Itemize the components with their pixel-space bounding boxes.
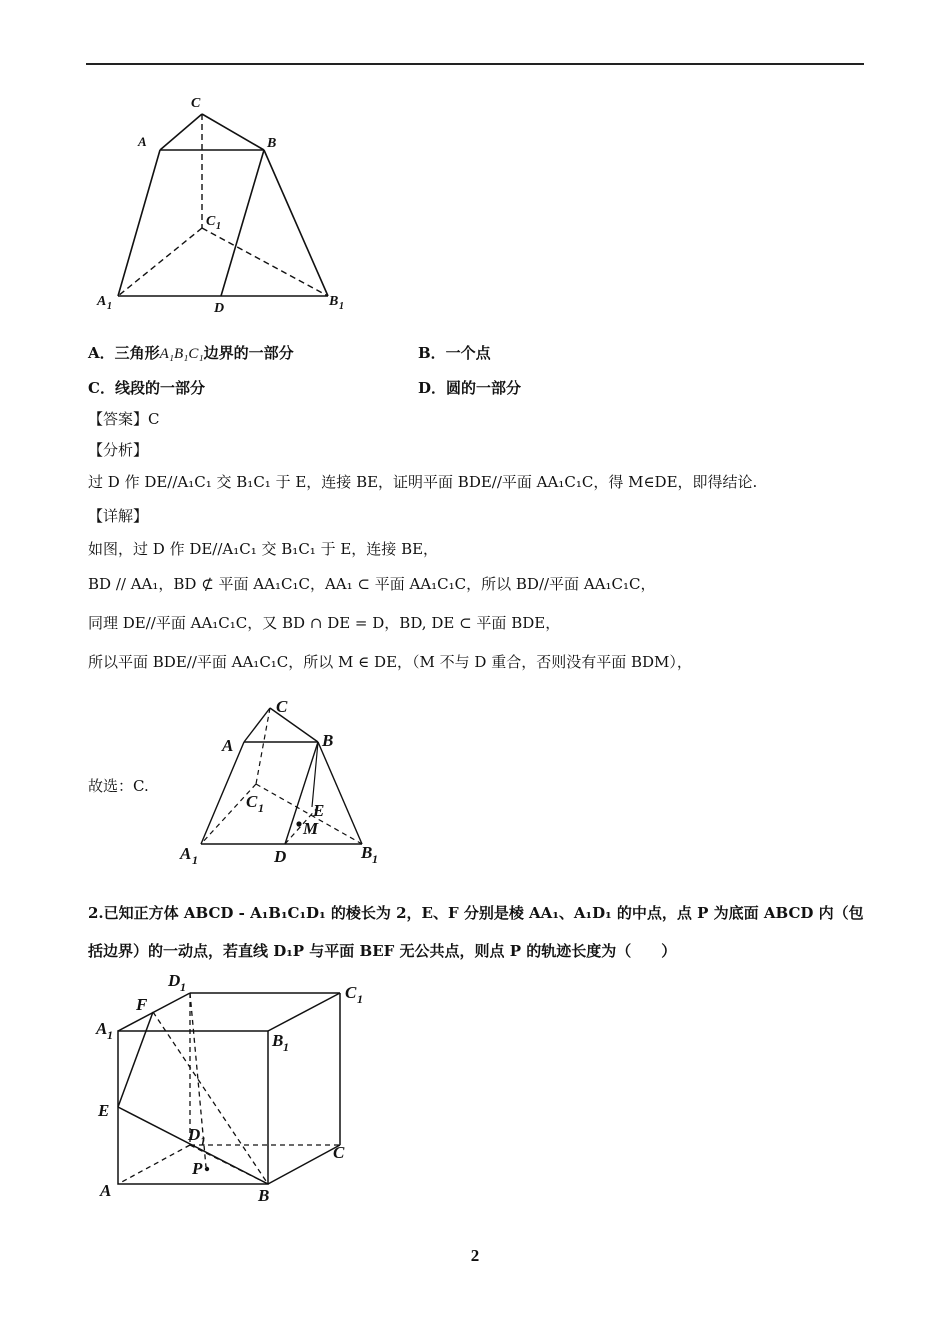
page-number: 2 xyxy=(470,1246,480,1265)
fig3-label-a: A xyxy=(100,1181,112,1200)
option-a-prefix: A．三角形 xyxy=(88,344,160,362)
fig2-label-e: E xyxy=(313,801,325,820)
fig3-label-d1: D xyxy=(168,971,181,990)
detail-line-2: BD // AA₁，BD ⊄ 平面 AA₁C₁C，AA₁ ⊂ 平面 AA₁C₁C，所以 BD//平面 AA₁C₁C， xyxy=(88,575,656,593)
fig2-label-m: M xyxy=(303,819,319,838)
question2-line-2: 括边界）的一动点，若直线 D₁P 与平面 BEF 无公共点，则点 P 的轨迹长度为（ ） xyxy=(88,942,677,960)
detail-line-3: 同理 DE//平面 AA₁C₁C，又 BD ∩ DE = D，BD, DE ⊂ 平面 BDE， xyxy=(88,614,561,632)
option-d: D．圆的一部分 xyxy=(418,379,522,397)
fig2-label-c: C xyxy=(276,697,288,716)
fig2-label-b: B xyxy=(322,731,334,750)
fig1-label-c1-sub: 1 xyxy=(216,221,221,232)
option-c: C．线段的一部分 xyxy=(88,379,205,397)
fig1-label-b1: B xyxy=(329,294,339,309)
fig3-label-a1-sub: 1 xyxy=(107,1028,113,1042)
fig1-label-b1-sub: 1 xyxy=(339,301,344,312)
option-a-suffix: 边界的一部分 xyxy=(203,344,294,362)
analysis-label: 【分析】 xyxy=(88,441,149,459)
question2-line-1: 2.已知正方体 ABCD - A₁B₁C₁D₁ 的棱长为 2，E、F 分别是棱 AA₁、A₁D₁ 的中点，点 P 为底面 ABCD 内（包 xyxy=(88,904,864,922)
figure-cube xyxy=(92,968,382,1208)
fig2-label-a: A xyxy=(222,736,234,755)
fig3-label-a1: A xyxy=(96,1019,108,1038)
fig3-label-d-sub: 1 xyxy=(200,1134,206,1148)
answer-line xyxy=(88,409,160,429)
fig2-label-b1-sub: 1 xyxy=(372,852,378,866)
fig2-label-a1: A xyxy=(180,844,192,863)
fig3-label-d: D xyxy=(188,1125,201,1144)
fig3-label-b1: B xyxy=(272,1031,284,1050)
fig2-label-c1-sub: 1 xyxy=(258,801,264,815)
fig3-label-f: F xyxy=(136,995,148,1014)
fig3-label-e: E xyxy=(98,1101,110,1120)
fig1-label-c: C xyxy=(191,96,201,111)
fig1-label-c1: C xyxy=(206,214,216,229)
fig2-label-a1-sub: 1 xyxy=(192,853,198,867)
fig3-label-b1-sub: 1 xyxy=(283,1040,289,1054)
fig2-label-d: D xyxy=(274,847,287,866)
fig3-label-c: C xyxy=(333,1143,345,1162)
fig3-label-p: P xyxy=(192,1159,203,1178)
detail-line-4: 所以平面 BDE//平面 AA₁C₁C，所以 M ∈ DE，（M 不与 D 重合，否则没有平面 BDM）， xyxy=(88,653,692,671)
detail-line-1: 如图，过 D 作 DE//A₁C₁ 交 B₁C₁ 于 E，连接 BE， xyxy=(88,540,439,558)
fig2-label-b1: B xyxy=(361,843,373,862)
answer-label: 【答案】 xyxy=(88,410,149,428)
fig1-label-d: D xyxy=(214,301,225,316)
detail-label: 【详解】 xyxy=(88,507,149,525)
choice-line: 故选：C. xyxy=(88,777,149,795)
header-rule xyxy=(86,63,864,65)
fig3-label-c1: C xyxy=(345,983,357,1002)
figure-frustum-2 xyxy=(176,692,396,872)
fig3-label-c1-sub: 1 xyxy=(357,992,363,1006)
fig2-label-c1: C xyxy=(246,792,258,811)
analysis-text: 过 D 作 DE//A₁C₁ 交 B₁C₁ 于 E，连接 BE，证明平面 BDE//平面 AA₁C₁C，得 M∈DE，即得结论. xyxy=(88,473,758,491)
answer-value: C xyxy=(148,410,160,428)
fig1-label-a: A xyxy=(138,134,147,149)
option-a xyxy=(88,343,294,364)
fig3-label-d1-sub: 1 xyxy=(180,980,186,994)
fig1-label-a1-sub: 1 xyxy=(107,301,112,312)
figure-frustum-1 xyxy=(90,88,360,318)
fig1-label-a1: A xyxy=(97,294,107,309)
option-b: B．一个点 xyxy=(418,344,491,362)
fig1-label-b: B xyxy=(267,136,277,151)
option-a-math: A₁B₁C₁ xyxy=(159,346,204,362)
fig3-label-b: B xyxy=(258,1186,270,1205)
